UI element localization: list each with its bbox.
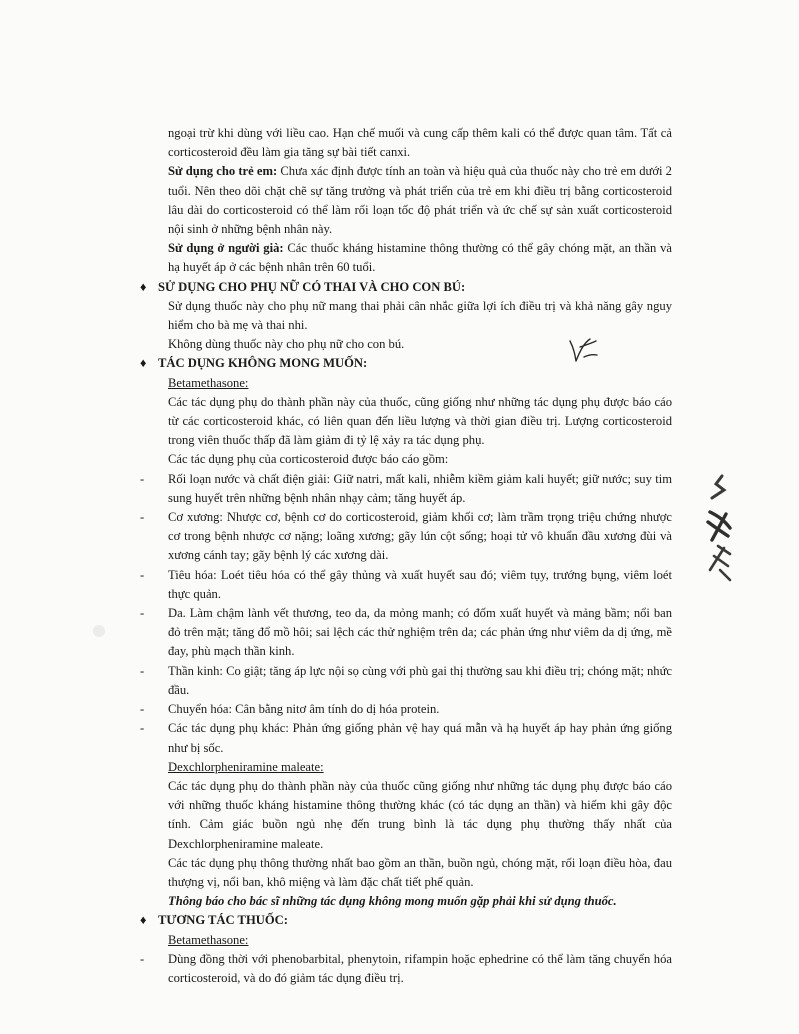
section-title-side-effects: TÁC DỤNG KHÔNG MONG MUỐN: [158, 356, 368, 371]
list-item-text: Rối loạn nước và chất điện giải: Giữ natri, mất kali, nhiễm kiềm giảm kali huyết; giữ nước; suy tim sung huyết trên những bệnh nhân nhạy cảm; tăng huyết áp. [168, 471, 672, 505]
list-item [140, 566, 672, 604]
list-item-text: Dùng đồng thời với phenobarbital, phenytoin, rifampin hoặc ephedrine có thể làm tăng chuyển hóa corticosteroid, và do đó giảm tác dụng điều trị. [168, 951, 672, 985]
list-item-text: Tiêu hóa: Loét tiêu hóa có thể gây thủng và xuất huyết sau đó; viêm tụy, trướng bụng, viêm loét thực quản. [168, 567, 672, 601]
paragraph-pregnancy-1: Sử dụng thuốc này cho phụ nữ mang thai phải cân nhắc giữa lợi ích điều trị và khả năng gây nguy hiểm cho bà mẹ và thai nhi. [168, 298, 672, 333]
list-item [140, 719, 672, 757]
list-item-text: Cơ xương: Nhược cơ, bệnh cơ do corticosteroid, giảm khối cơ; làm trầm trọng triệu chứng nhược cơ trong bệnh nhược cơ nặng; loãng xương; gãy lún cột sống; hoại tử vô khuẩn đầu xương đùi và xương cánh tay; gãy bệnh lý các xương dài. [168, 510, 672, 563]
paragraph-side-effects-2: Các tác dụng phụ của corticosteroid được báo cáo gồm: [168, 452, 449, 467]
subheading-dexchlorpheniramine: Dexchlorpheniramine maleate: [168, 759, 324, 774]
document-body [140, 124, 672, 988]
children-use-text: Chưa xác định được tính an toàn và hiệu quả của thuốc này cho trẻ em dưới 2 tuổi. Nên theo dõi chặt chẽ sự tăng trưởng và phát triển của trẻ em khi điều trị bằng corticosteroid lâu dài do corticosteroid có thể làm rối loạn tốc độ phát triển và ức chế sự sản xuất corticosteroid nội sinh ở những bệnh nhân này. [168, 164, 672, 237]
dash-bullet: - [140, 510, 145, 525]
edge-stamp-fragment [700, 470, 740, 590]
scan-smudge [93, 625, 105, 637]
subheading-betamethasone: Betamethasone: [168, 375, 249, 390]
paragraph-side-effects-3: Các tác dụng phụ do thành phần này của thuốc cũng giống như những tác dụng phụ được báo cáo với những thuốc kháng histamine thông thường khác (có tác dụng an thần) và hiếm khi gây độc tính. Cảm giác buồn ngủ nhẹ đến trung bình là tác dụng phụ thường thấy nhất của Dexchlorpheniramine maleate. [168, 778, 672, 851]
list-item-text: Da. Làm chậm lành vết thương, teo da, da mỏng manh; có đốm xuất huyết và mảng bầm; nổi ban đỏ trên mặt; tăng đổ mồ hôi; sai lệch các thử nghiệm trên da; các phản ứng như viêm da dị ứng, mề đay, phù mạch thần kinh. [168, 606, 672, 659]
elderly-use-text: Các thuốc kháng histamine thông thường có thể gây chóng mặt, an thần và hạ huyết áp ở các bệnh nhân trên 60 tuổi. [168, 241, 672, 275]
section-heading-pregnancy [140, 278, 672, 297]
list-item [140, 604, 672, 662]
dash-bullet: - [140, 663, 145, 678]
dash-bullet: - [140, 471, 145, 486]
subheading-betamethasone-interactions: Betamethasone: [168, 932, 249, 947]
dash-bullet: - [140, 702, 145, 717]
list-item [140, 470, 672, 508]
diamond-bullet-icon: ♦ [140, 913, 147, 928]
paragraph-children-use [140, 162, 672, 239]
section-heading-interactions [140, 911, 672, 930]
list-item-text: Các tác dụng phụ khác: Phản ứng giống phản vệ hay quá mẫn và hạ huyết áp hay phản ứng giống như bị sốc. [168, 721, 672, 755]
paragraph-side-effects-4: Các tác dụng phụ thông thường nhất bao gồm an thần, buồn ngủ, chóng mặt, rối loạn điều hòa, đau thượng vị, nổi ban, khô miệng và làm đặc chất tiết phế quản. [168, 855, 672, 889]
dash-bullet: - [140, 721, 145, 736]
list-item [140, 700, 672, 719]
list-item [140, 950, 672, 988]
list-item-text: Thần kinh: Co giật; tăng áp lực nội sọ cùng với phù gai thị thường sau khi điều trị; chóng mặt; nhức đầu. [168, 663, 672, 697]
paragraph-salt-potassium: ngoại trừ khi dùng với liều cao. Hạn chế muối và cung cấp thêm kali có thể được quan tâm. Tất cả corticosteroid đều làm gia tăng sự bài tiết canxi. [168, 126, 672, 160]
elderly-use-label: Sử dụng ở người già: [168, 241, 284, 256]
dash-bullet: - [140, 606, 145, 621]
handwritten-initials-mark [566, 335, 600, 365]
dash-bullet: - [140, 951, 145, 966]
list-item [140, 508, 672, 566]
list-item-text: Chuyển hóa: Cân bằng nitơ âm tính do dị hóa protein. [168, 702, 440, 717]
children-use-label: Sử dụng cho trẻ em: [168, 164, 278, 179]
section-title-interactions: TƯƠNG TÁC THUỐC: [158, 913, 288, 928]
diamond-bullet-icon: ♦ [140, 279, 147, 294]
paragraph-elderly-use [140, 239, 672, 277]
paragraph-side-effects-1: Các tác dụng phụ do thành phần này của thuốc, cũng giống như những tác dụng phụ được báo cáo từ các corticosteroid khác, có liên quan đến liều lượng và thời gian điều trị. Lượng corticosteroid trong viên thuốc thấp đã làm giảm đi tỷ lệ xảy ra tác dụng phụ. [168, 394, 672, 448]
notice-to-doctor: Thông báo cho bác sĩ những tác dụng không mong muốn gặp phải khi sử dụng thuốc. [168, 894, 617, 909]
section-title-pregnancy: SỬ DỤNG CHO PHỤ NỮ CÓ THAI VÀ CHO CON BÚ: [158, 279, 466, 294]
diamond-bullet-icon: ♦ [140, 356, 147, 371]
dash-bullet: - [140, 567, 145, 582]
paragraph-pregnancy-2: Không dùng thuốc này cho phụ nữ cho con bú. [168, 337, 405, 352]
list-item [140, 662, 672, 700]
